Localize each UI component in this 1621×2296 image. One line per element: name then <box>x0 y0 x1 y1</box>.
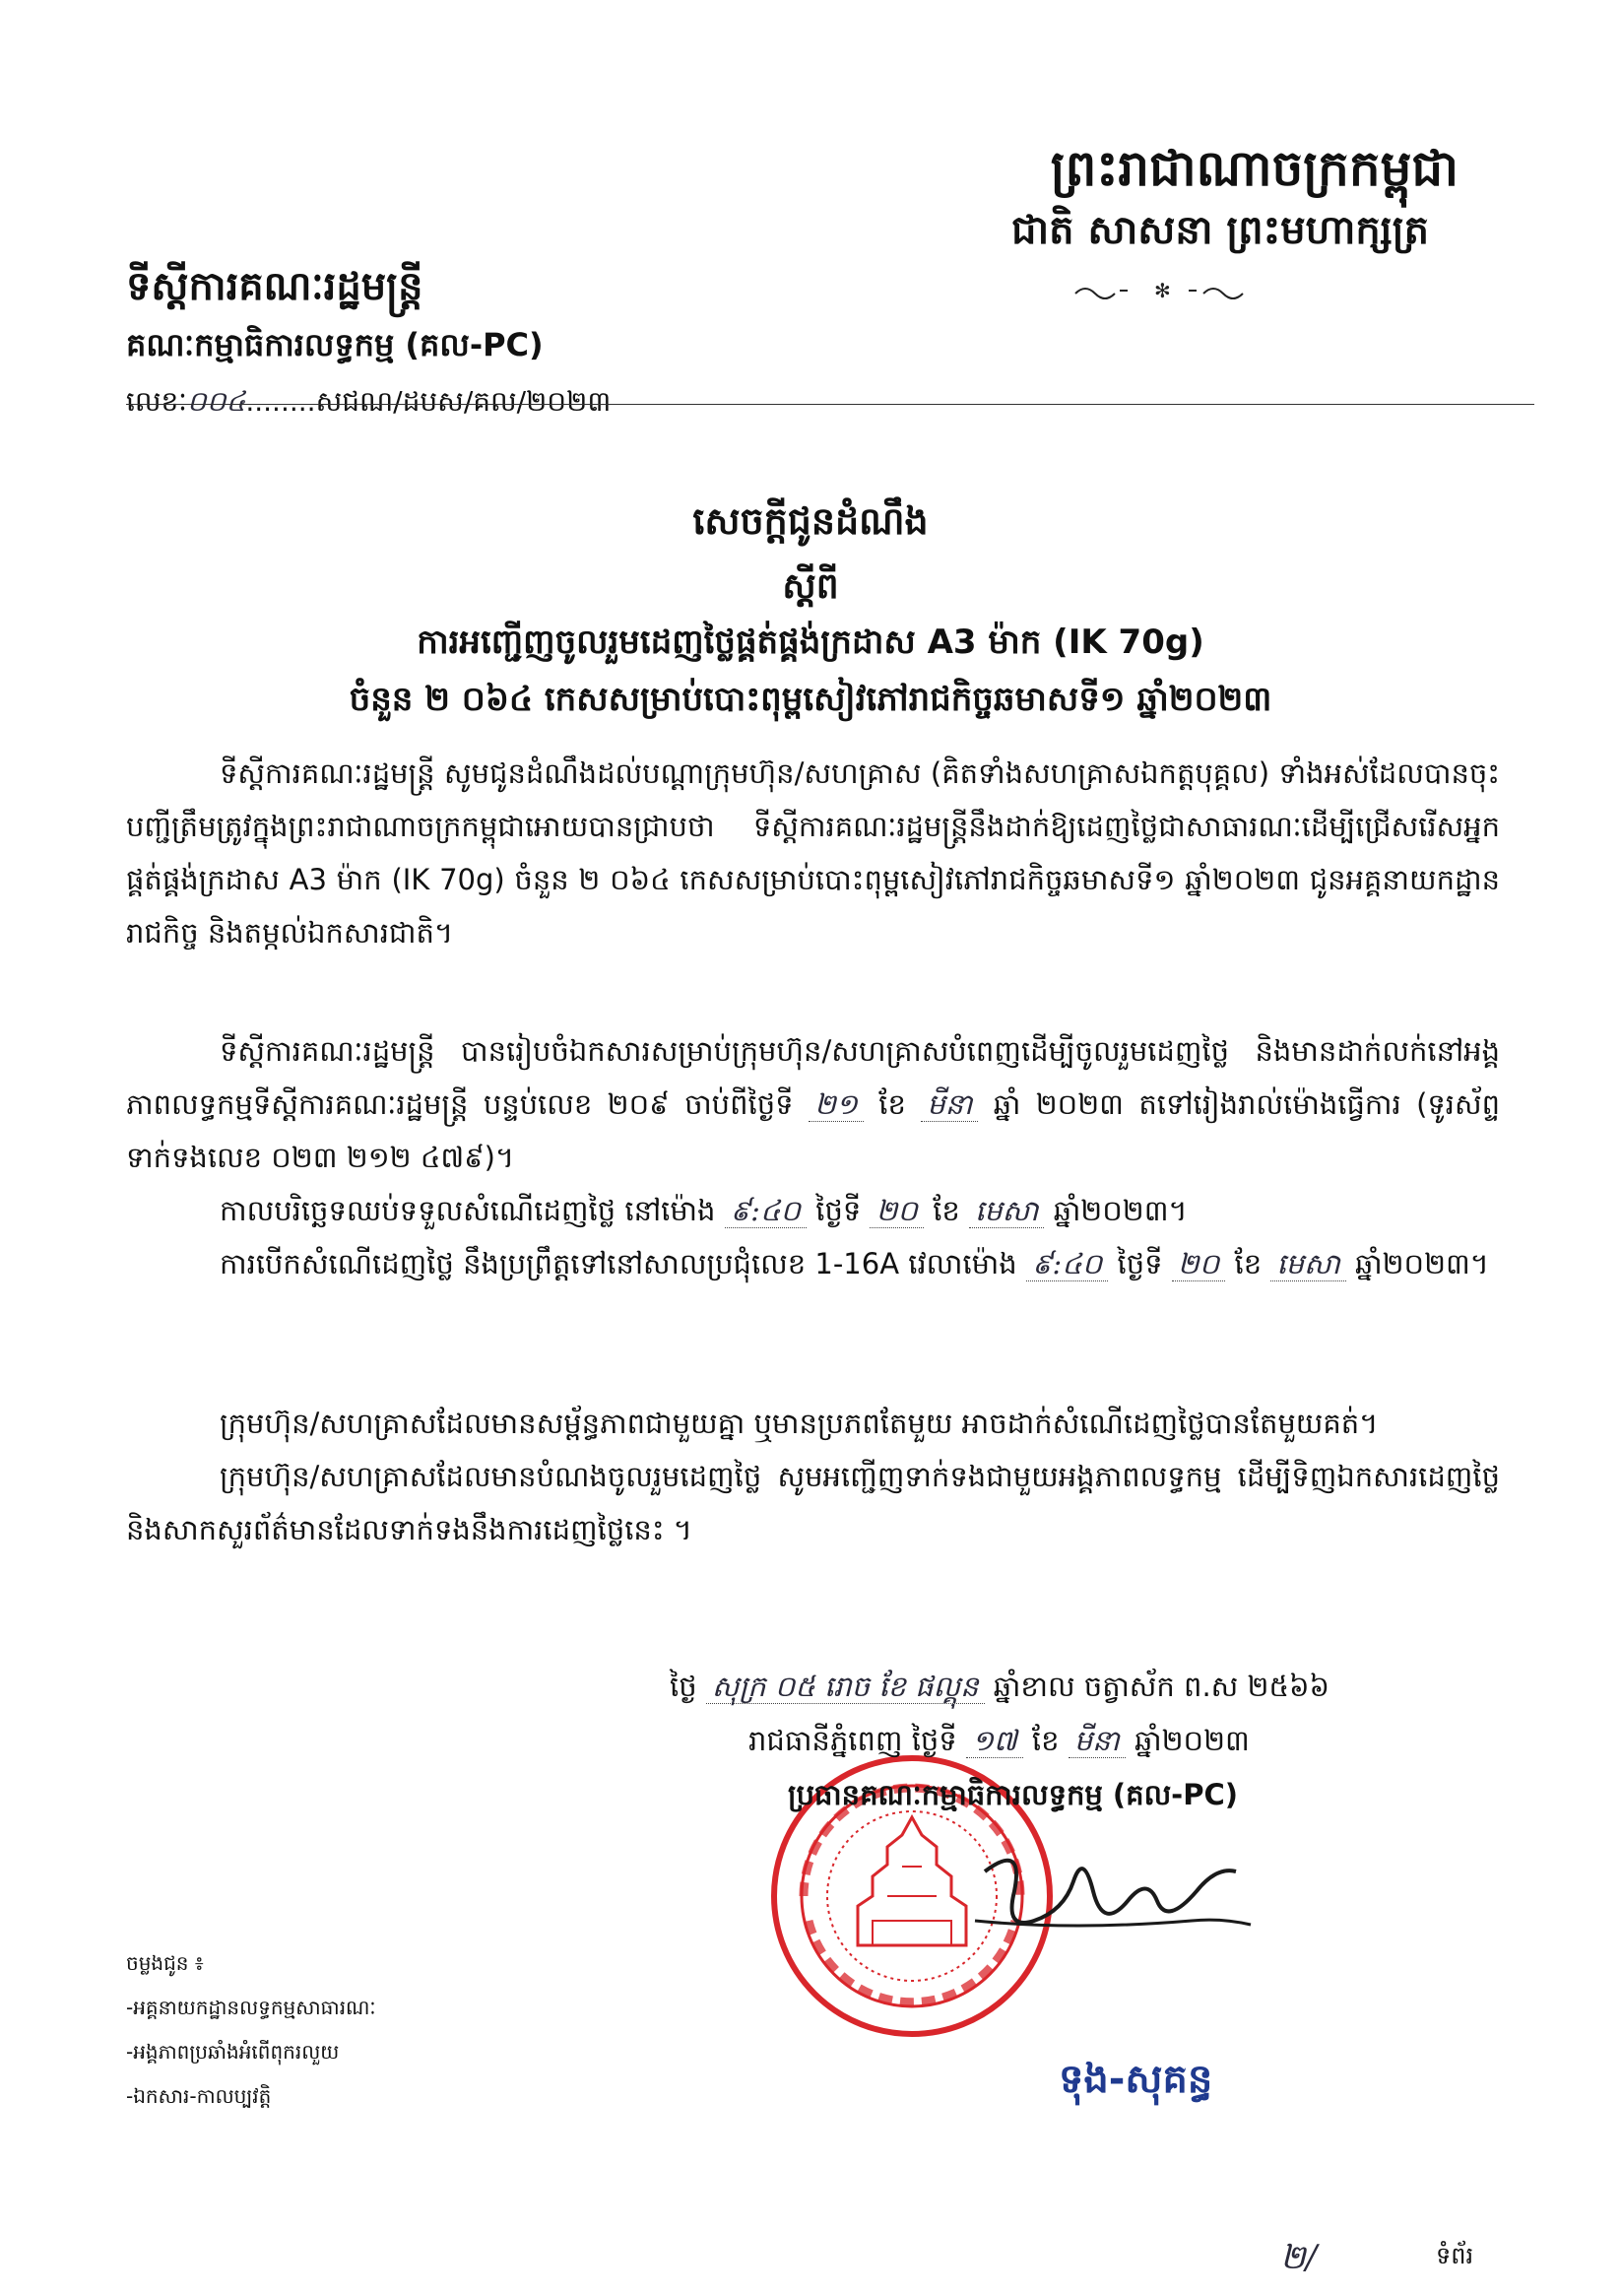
page-label: ទំព័រ <box>1436 2242 1474 2269</box>
paragraph-affiliation: ក្រុមហ៊ុន/សហគ្រាសដែលមានសម្ព័ន្ធភាពជាមួយគ្នា ឬមានប្រភពតែមួយ អាចដាក់សំណើដេញថ្លៃបានតែមួយគត់។ <box>220 1407 1379 1440</box>
documents-text-a: ទីស្ដីការគណៈរដ្ឋមន្ត្រី បានរៀបចំឯកសារសម្រាប់ក្រុមហ៊ុន/សហគ្រាសបំពេញដើម្បីចូលរួមដេញថ្លៃ និងមានដាក់លក់នៅអង្គភាពលទ្ធកម្មទីស្ដីការគណៈរដ្ឋមន្ត្រី បន្ទប់លេខ ២០៩ ចាប់ពីថ្ងៃទី <box>126 1034 1500 1121</box>
cc-item-archive: -ឯកសារ-កាលប្បវត្តិ <box>126 2084 272 2108</box>
reference-suffix: ........សជណ/ដបស/គល/២០២៣ <box>245 385 612 418</box>
paragraph-intro-text: ទីស្ដីការគណៈរដ្ឋមន្ត្រី សូមជូនដំណឹងដល់បណ្ដាក្រុមហ៊ុន/សហគ្រាស (គិតទាំងសហគ្រាសឯកត្តបុគ្គល) ទាំងអស់ដែលបានចុះបញ្ជីត្រឹមត្រូវក្នុងព្រះរាជាណាចក្រកម្ពុជាអោយបានជ្រាបថា ទីស្ដីការគណៈរដ្ឋមន្ត្រីនឹងដាក់ឱ្យដេញថ្លៃជាសាធារណៈដើម្បីជ្រើសរើសអ្នកផ្គត់ផ្គង់ក្រដាស A3 ម៉ាក (IK 70g) ចំនួន ២ ០៦៤ កេសសម្រាប់បោះពុម្ពសៀវភៅរាជកិច្ចឆមាសទី១ ឆ្នាំ២០២៣ ជូនអគ្គនាយកដ្ឋានរាជកិច្ច និងតម្កល់ឯកសារជាតិ។ <box>126 756 1500 950</box>
cc-item-anticorruption: -អង្គភាពប្រឆាំងអំពើពុករលួយ <box>126 2040 340 2064</box>
lunar-date <box>670 1670 1329 1711</box>
deadline-line <box>126 1184 1500 1237</box>
cc-label: ចម្លងជូន ៖ <box>126 1951 204 1975</box>
lunar-date-handwritten: សុក្រ ០៥ រោច ខែ ផល្គុន <box>706 1670 985 1704</box>
reference-prefix: លេខៈ <box>126 385 187 418</box>
signer-title: ប្រធានគណៈកម្មាធិការលទ្ធកម្ម (គល-PC) <box>788 1778 1239 1811</box>
paragraph-documents <box>126 1024 1500 1290</box>
committee-name: គណៈកម្មាធិការលទ្ធកម្ម (គល-PC) <box>126 326 544 363</box>
notice-subject-label: ស្ដីពី <box>782 566 839 607</box>
opening-time: ៩:៤០ <box>1026 1247 1108 1281</box>
documents-text-b: ខែ <box>878 1087 906 1121</box>
header-divider <box>126 404 1534 405</box>
solar-date <box>748 1724 1250 1765</box>
deadline-text-c: ខែ <box>933 1194 960 1227</box>
opening-text-d: ឆ្នាំ២០២៣។ <box>1354 1247 1489 1280</box>
office-name: ទីស្ដីការគណៈរដ្ឋមន្ត្រី <box>126 264 423 309</box>
solar-date-month: មីនា <box>1069 1724 1126 1758</box>
kingdom-heading: ព្រះរាជាណាចក្រកម្ពុជា <box>1050 140 1459 197</box>
handwritten-signature-icon <box>965 1832 1261 1960</box>
lunar-date-prefix: ថ្ងៃ <box>670 1670 697 1703</box>
paragraph-intro <box>126 747 1500 959</box>
svg-text:✻: ✻ <box>1154 279 1171 302</box>
notice-subject-line1: ការអញ្ជើញចូលរួមដេញថ្លៃផ្គត់ផ្គង់ក្រដាស A3 ម៉ាក (IK 70g) <box>417 623 1204 662</box>
page-handwritten-mark: ២/ <box>1280 2238 1318 2277</box>
deadline-time: ៩:៤០ <box>725 1194 807 1228</box>
solar-date-month-label: ខែ <box>1031 1724 1060 1757</box>
signer-name: ទុង-សុគន្ធ <box>1059 2057 1213 2102</box>
solar-date-day: ១៧ <box>966 1724 1023 1758</box>
paragraph-documents-text <box>126 1024 1500 1184</box>
solar-date-prefix: រាជធានីភ្នំពេញ ថ្ងៃទី <box>748 1724 957 1757</box>
national-motto: ជាតិ សាសនា ព្រះមហាក្សត្រ <box>1011 208 1429 253</box>
opening-day: ២០ <box>1172 1247 1225 1281</box>
notice-subject-line2: ចំនួន ២ ០៦៤ កេសសម្រាប់បោះពុម្ពសៀវភៅរាជកិច្ចឆមាសទី១ ឆ្នាំ២០២៣ <box>349 680 1272 719</box>
opening-text-a: ការបើកសំណើដេញថ្លៃ នឹងប្រព្រឹត្តទៅនៅសាលប្រជុំលេខ 1-16A វេលាម៉ោង <box>220 1247 1017 1280</box>
deadline-text-d: ឆ្នាំ២០២៣។ <box>1053 1194 1188 1227</box>
solar-date-year: ឆ្នាំ២០២៣ <box>1135 1724 1250 1757</box>
opening-text-b: ថ្ងៃទី <box>1117 1247 1163 1280</box>
opening-line <box>126 1237 1500 1290</box>
deadline-text-a: កាលបរិច្ឆេទឈប់ទទួលសំណើដេញថ្លៃ នៅម៉ោង <box>220 1194 716 1227</box>
paragraph-contact: ក្រុមហ៊ុន/សហគ្រាសដែលមានបំណងចូលរួមដេញថ្លៃ សូមអញ្ជើញទាក់ទងជាមួយអង្គភាពលទ្ធកម្ម ដើម្បីទិញឯកសារដេញថ្លៃ និងសាកសួរព័ត៌មានដែលទាក់ទងនឹងការដេញថ្លៃនេះ ។ <box>126 1460 1500 1546</box>
deadline-day: ២០ <box>870 1194 923 1228</box>
ornament-divider-icon <box>1066 276 1263 305</box>
reference-handwritten-number: ០០៤ <box>186 385 246 418</box>
opening-text-c: ខែ <box>1234 1247 1263 1280</box>
documents-start-month: មីនា <box>921 1087 978 1122</box>
deadline-text-b: ថ្ងៃទី <box>815 1194 862 1227</box>
notice-title: សេចក្ដីជូនដំណឹង <box>692 499 929 543</box>
documents-text-c: ឆ្នាំ ២០២៣ តទៅរៀងរាល់ម៉ោងធ្វើការ (ទូរស័ព្ទទាក់ទងលេខ ០២៣ ២១២ ៤៧៩)។ <box>126 1087 1501 1174</box>
cc-item-procurement: -អគ្គនាយកដ្ឋានលទ្ធកម្មសាធារណៈ <box>126 1996 376 2019</box>
deadline-month: មេសា <box>969 1194 1044 1228</box>
documents-start-day: ២១ <box>809 1087 864 1122</box>
opening-month: មេសា <box>1270 1247 1345 1281</box>
paragraph-conditions <box>126 1397 1500 1556</box>
lunar-date-suffix: ឆ្នាំខាល ចត្វាស័ក ព.ស ២៥៦៦ <box>993 1670 1330 1703</box>
